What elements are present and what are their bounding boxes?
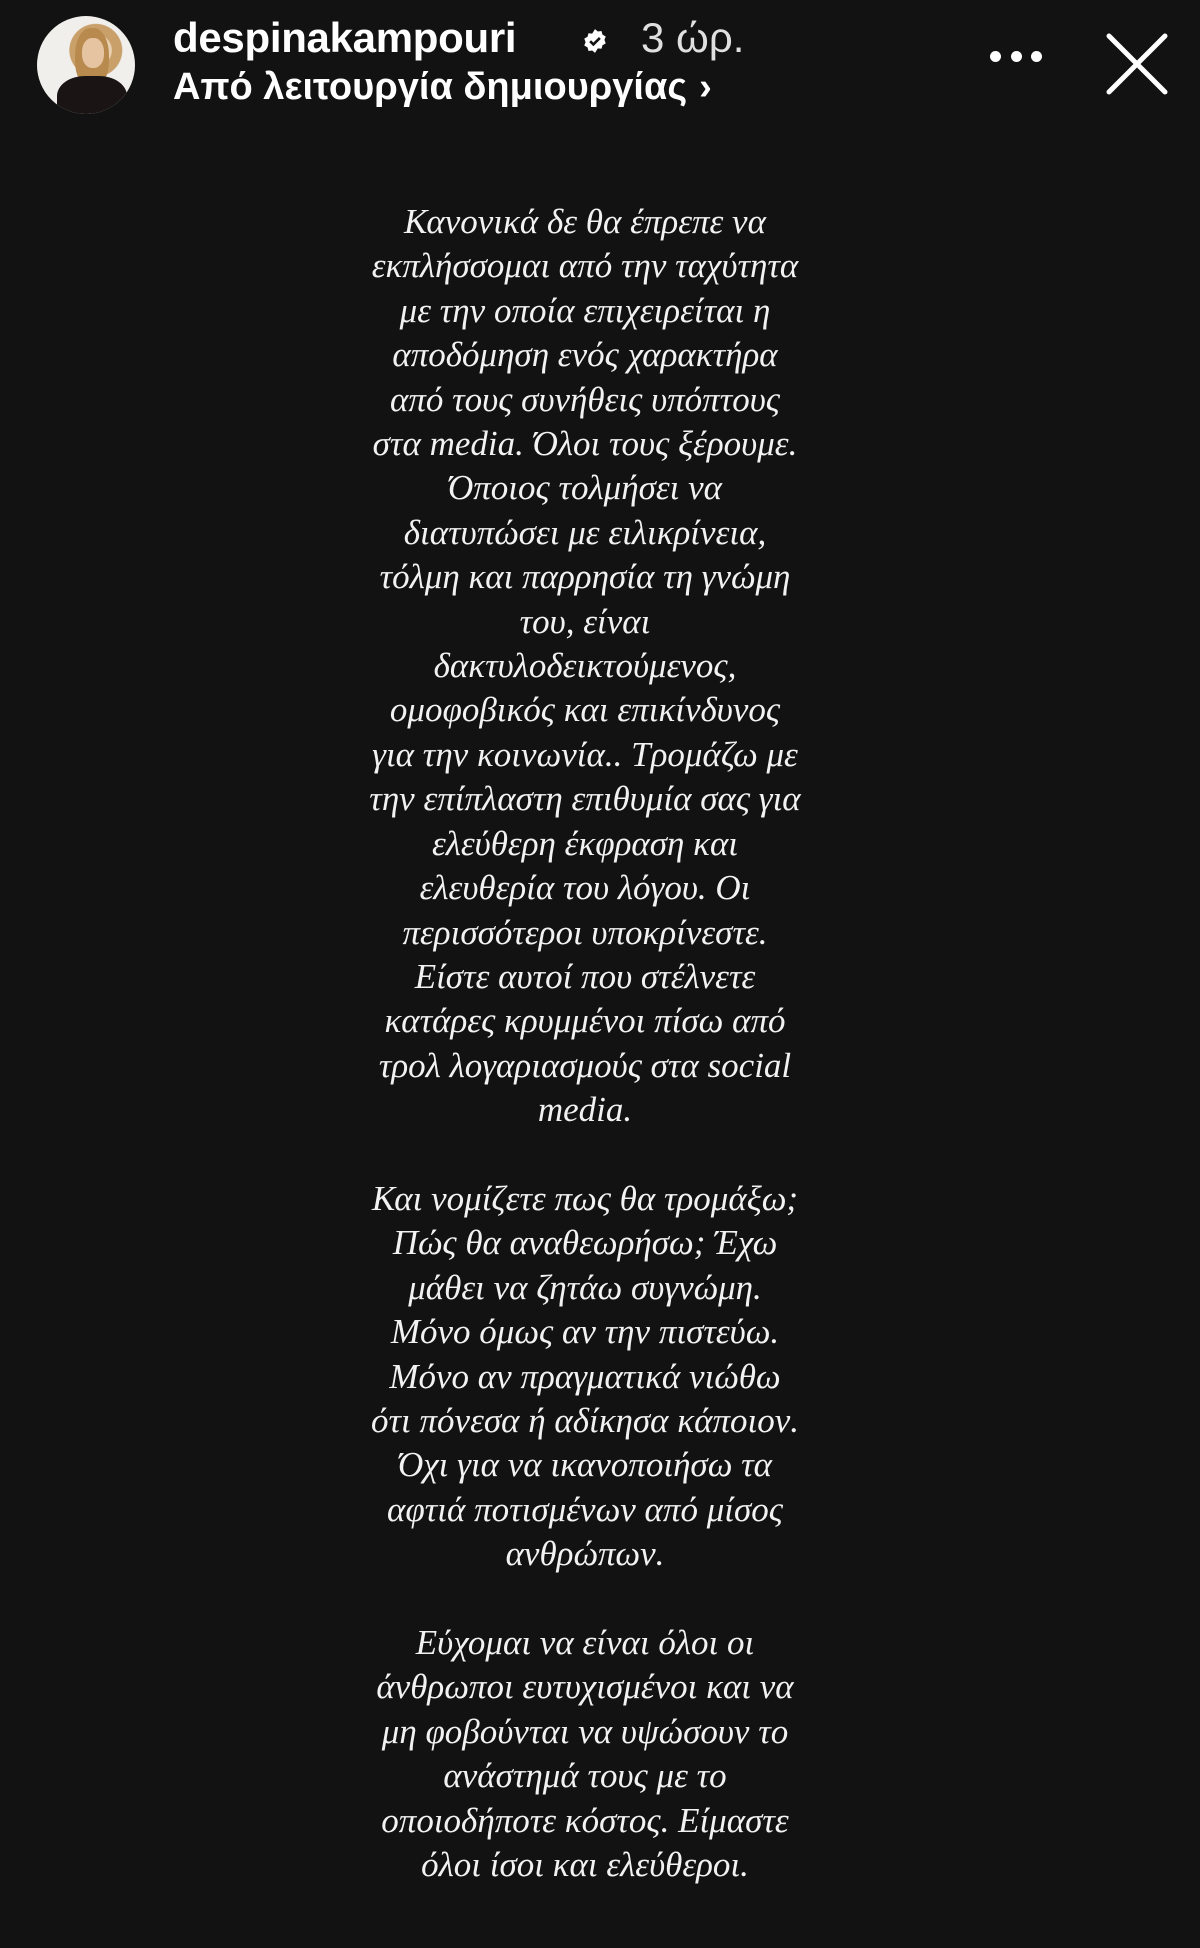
verified-badge-icon — [582, 28, 608, 54]
story-line: τρολ λογαριασμούς στα social — [378, 1045, 792, 1085]
creator-mode-link[interactable] — [173, 66, 712, 109]
story-line: όλοι ίσοι και ελεύθεροι. — [421, 1845, 749, 1884]
story-line: μάθει να ζητάω συγνώμη. — [408, 1267, 762, 1307]
more-icon-dot — [1031, 51, 1042, 62]
more-icon-dot — [990, 51, 1001, 62]
story-line: Όχι για να ικανοποιήσω τα — [397, 1445, 773, 1485]
avatar-face — [82, 38, 104, 68]
story-line: με την οποία επιχειρείται η — [399, 290, 771, 330]
story-line: οποιοδήποτε κόστος. Είμαστε — [381, 1800, 789, 1840]
story-line: Πώς θα αναθεωρήσω; Έχω — [392, 1223, 778, 1263]
story-line: ότι πόνεσα ή αδίκησα κάποιον. — [371, 1400, 799, 1440]
post-time: 3 ώρ. — [641, 14, 745, 61]
story-line: αποδόμηση ενός χαρακτήρα — [392, 335, 778, 375]
blank-line — [310, 1133, 860, 1177]
story-line: Και νομίζετε πως θα τρομάξω; — [371, 1178, 799, 1218]
username[interactable]: despinakampouri — [173, 14, 517, 61]
story-line: Μόνο όμως αν την πιστεύω. — [390, 1312, 780, 1352]
story-line: ελεύθερη έκφραση και — [431, 823, 739, 863]
story-line: δακτυλοδεικτούμενος, — [433, 646, 737, 686]
story-line: ανθρώπων. — [505, 1534, 665, 1574]
story-line: τόλμη και παρρησία τη γνώμη — [379, 557, 791, 597]
story-line: την επίπλαστη επιθυμία σας για — [369, 779, 801, 819]
story-line: διατυπώσει με ειλικρίνεια, — [403, 512, 767, 552]
story-line: στα media. Όλοι τους ξέρουμε. — [372, 424, 798, 464]
story-line: για την κοινωνία.. Τρομάζω με — [372, 734, 798, 774]
story-line: εκπλήσσομαι από την ταχύτητα — [371, 246, 799, 286]
creator-mode-label: Από λειτουργία δημιουργίας — [173, 66, 688, 108]
story-header — [0, 0, 1200, 130]
close-icon[interactable] — [1105, 32, 1169, 96]
story-line: αφτιά ποτισμένων από μίσος — [387, 1489, 783, 1529]
more-icon-dot — [1011, 51, 1022, 62]
avatar[interactable] — [37, 16, 135, 114]
story-line: από τους συνήθεις υπόπτους — [389, 379, 780, 419]
story-line: περισσότεροι υποκρίνεστε. — [402, 912, 768, 952]
story-line: Μόνο αν πραγματικά νιώθω — [389, 1356, 781, 1396]
more-options-button[interactable] — [990, 46, 1042, 66]
story-line: Εύχομαι να είναι όλοι οι — [415, 1622, 755, 1662]
story-line: ομοφοβικός και επικίνδυνος — [389, 690, 781, 730]
story-line: μη φοβούνται να υψώσουν το — [381, 1711, 789, 1751]
story-line: ελευθερία του λόγου. Οι — [419, 868, 751, 908]
story-line: Είστε αυτοί που στέλνετε — [414, 956, 756, 996]
story-text — [310, 200, 860, 1887]
story-line: άνθρωποι ευτυχισμένοι και να — [376, 1667, 794, 1707]
story-line: του, είναι — [519, 601, 651, 641]
story-line: Όποιος τολμήσει να — [447, 468, 723, 508]
avatar-body — [57, 76, 127, 114]
story-line: Κανονικά δε θα έπρεπε να — [404, 202, 766, 241]
story-line: media. — [537, 1090, 633, 1130]
blank-line — [310, 1577, 860, 1621]
chevron-right-icon: › — [699, 66, 712, 108]
story-line: ανάστημά τους με το — [443, 1756, 727, 1796]
story-line: κατάρες κρυμμένοι πίσω από — [384, 1001, 786, 1041]
